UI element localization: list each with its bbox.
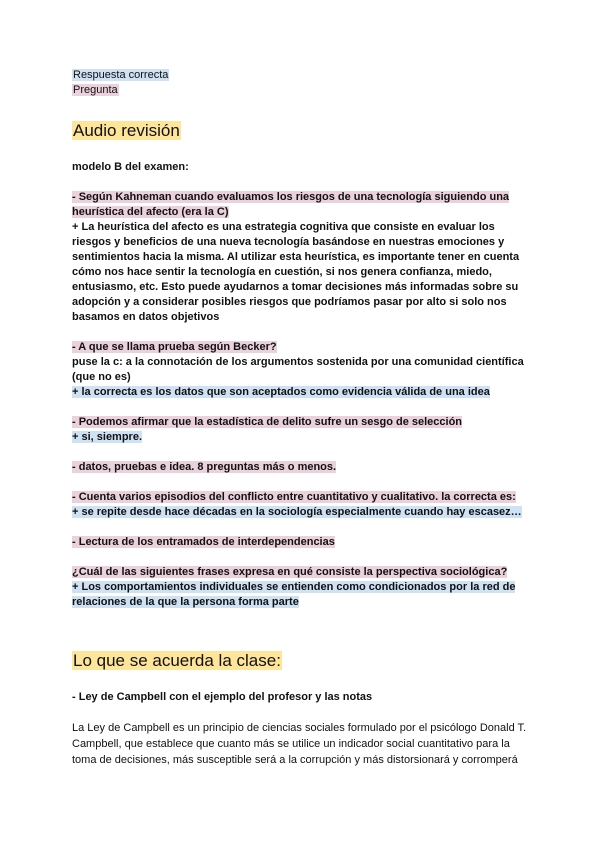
question-6: - Lectura de los entramados de interdependencias [72, 536, 335, 548]
clase-item-1: - Ley de Campbell con el ejemplo del profesor y las notas [72, 691, 373, 703]
campbell-paragraph: La Ley de Campbell es un principio de ciencias sociales formulado por el psicólogo Donald T. Campbell, que establece que cuanto más se utilice un indicador social cuantitativo para la toma de decisiones, más susceptible será a la corrupción y más distorsionará y corromperá [72, 722, 527, 766]
answer-5: + se repite desde hace décadas en la sociología especialmente cuando hay escasez… [72, 506, 522, 518]
question-1: - Según Kahneman cuando evaluamos los riesgos de una tecnología siguiendo una heurística del afecto (era la C) [72, 191, 510, 218]
question-2: - A que se llama prueba según Becker? [72, 341, 277, 353]
answer-7: + Los comportamientos individuales se entienden como condicionados por la red de relaciones de la que la persona forma parte [72, 581, 516, 608]
audio-heading: Audio revisión [73, 121, 180, 140]
legend-correct-answer: Respuesta correcta [73, 69, 169, 81]
question-5: - Cuenta varios episodios del conflicto entre cuantitativo y cualitativo. la correcta es: [72, 491, 516, 503]
answer-3: + si, siempre. [72, 431, 143, 443]
document-page [72, 68, 532, 768]
answer-2: + la correcta es los datos que son aceptados como evidencia válida de una idea [72, 386, 490, 398]
legend-question: Pregunta [73, 84, 118, 96]
clase-heading: Lo que se acuerda la clase: [73, 651, 281, 670]
note-2: puse la c: a la connotación de los argumentos sostenida por una comunidad científica (que no es) [72, 356, 524, 383]
question-7: ¿Cuál de las siguientes frases expresa en qué consiste la perspectiva sociológica? [72, 566, 508, 578]
question-3: - Podemos afirmar que la estadística de delito sufre un sesgo de selección [72, 416, 463, 428]
exam-model: modelo B del examen: [72, 161, 189, 173]
question-4: - datos, pruebas e idea. 8 preguntas más o menos. [72, 461, 337, 473]
answer-1: + La heurística del afecto es una estrategia cognitiva que consiste en evaluar los riesgos y beneficios de una nueva tecnología basándose en nuestras emociones y sentimientos hacia la misma. Al utilizar esta heurística, es importante tener en cuenta cómo nos hace sentir la tecnología en cuestión, si nos genera confianza, miedo, entusiasmo, etc. Esto puede ayudarnos a tomar decisiones más informadas sobre su adopción y a considerar posibles riesgos que podríamos pasar por alto si solo nos basamos en datos objetivos [72, 221, 520, 323]
